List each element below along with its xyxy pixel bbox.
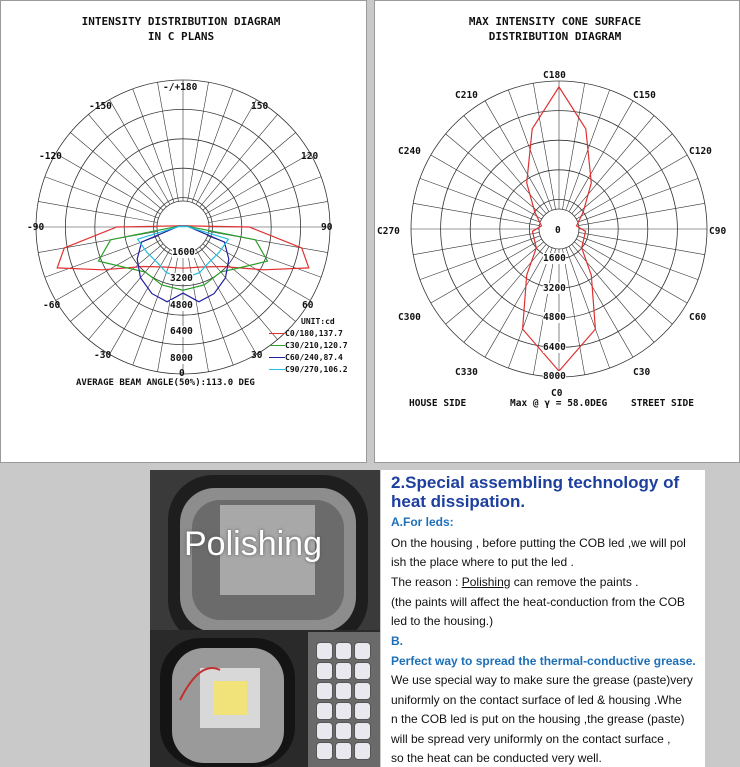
grid-spoke bbox=[110, 250, 171, 355]
led-cell bbox=[335, 742, 352, 760]
grid-spoke bbox=[70, 133, 163, 211]
cone-diagram-panel bbox=[374, 0, 740, 463]
ring-label: 8000 bbox=[170, 353, 193, 364]
intensity-diagram-panel bbox=[0, 0, 367, 463]
b-line: We use special way to make sure the grease (paste)very bbox=[391, 673, 693, 687]
b-line: will be spread very uniformly on the contact surface , bbox=[391, 732, 671, 746]
ring-label: 4800 bbox=[170, 300, 193, 311]
section-title: 2.Special assembling technology of heat dissipation. bbox=[391, 473, 680, 511]
b-subheading: Perfect way to spread the thermal-conductive grease. bbox=[391, 654, 696, 668]
product-photo bbox=[150, 470, 380, 767]
grid-spoke bbox=[196, 250, 257, 355]
led-cell bbox=[335, 722, 352, 740]
angle-label: -90 bbox=[27, 222, 45, 233]
angle-label: 90 bbox=[321, 222, 333, 233]
angle-label: -120 bbox=[39, 151, 62, 162]
a-line: (the paints will affect the heat-conduction from the COB bbox=[391, 595, 685, 609]
house-side-label: HOUSE SIDE bbox=[409, 398, 467, 409]
a-line: On the housing , before putting the COB led ,we will pol bbox=[391, 536, 686, 550]
ring-label: 3200 bbox=[543, 283, 566, 294]
center-label: 0 bbox=[555, 225, 561, 236]
c-label: C0 bbox=[551, 388, 563, 399]
led-cell bbox=[316, 682, 333, 700]
grid-spoke bbox=[56, 154, 161, 215]
angle-label: 150 bbox=[251, 101, 269, 112]
polishing-label: Polishing bbox=[184, 525, 322, 563]
led-cell bbox=[316, 722, 333, 740]
legend-item: C30/210,120.7 bbox=[269, 340, 348, 352]
c-label: C300 bbox=[398, 312, 421, 323]
grid-spoke bbox=[110, 100, 171, 205]
street-side-label: STREET SIDE bbox=[631, 398, 694, 409]
ring-label: 1600 bbox=[543, 253, 566, 264]
angle-label: 0 bbox=[179, 368, 185, 379]
grid-spoke bbox=[206, 154, 311, 215]
angle-label: -/+180 bbox=[163, 82, 198, 93]
a-line: led to the housing.) bbox=[391, 614, 494, 628]
led-cell bbox=[316, 742, 333, 760]
legend-item: C60/240,87.4 bbox=[269, 352, 348, 364]
led-cell bbox=[354, 722, 371, 740]
angle-label: -30 bbox=[94, 350, 112, 361]
grid-spoke bbox=[89, 114, 167, 207]
right-diagram-title: MAX INTENSITY CONE SURFACE DISTRIBUTION DIAGRAM bbox=[468, 15, 642, 43]
ring-label: 6400 bbox=[170, 326, 193, 337]
led-cell bbox=[354, 742, 371, 760]
ring-label: 8000 bbox=[543, 371, 566, 382]
grid-spoke bbox=[192, 89, 233, 203]
led-cell bbox=[316, 642, 333, 660]
grid-spoke bbox=[207, 177, 321, 218]
ring-label: 4800 bbox=[543, 312, 566, 323]
angle-label: -60 bbox=[43, 300, 61, 311]
legend-item: C0/180,137.7 bbox=[269, 328, 348, 340]
led-cell bbox=[335, 702, 352, 720]
unit-label: UNIT:cd bbox=[301, 317, 335, 326]
a-line: ish the place where to put the led . bbox=[391, 555, 574, 569]
led-cell bbox=[335, 642, 352, 660]
c-label: C330 bbox=[455, 367, 478, 378]
grid-spoke bbox=[133, 89, 174, 203]
angle-label: 60 bbox=[302, 300, 314, 311]
angle-label: 30 bbox=[251, 350, 263, 361]
grid-spoke bbox=[200, 114, 278, 207]
c-label: C60 bbox=[689, 312, 707, 323]
led-cell bbox=[354, 702, 371, 720]
beam-angle-footer: AVERAGE BEAM ANGLE(50%):113.0 DEG bbox=[76, 378, 255, 388]
grid-spoke bbox=[203, 133, 296, 211]
led-cell bbox=[316, 662, 333, 680]
led-cell bbox=[354, 662, 371, 680]
a-heading: A.For leds: bbox=[391, 515, 454, 529]
led-cell bbox=[316, 702, 333, 720]
text-panel bbox=[381, 470, 705, 767]
angle-label: 120 bbox=[301, 151, 319, 162]
b-line: uniformly on the contact surface of led & housing .Whe bbox=[391, 693, 682, 707]
led-cell bbox=[354, 682, 371, 700]
b-heading: B. bbox=[391, 634, 403, 648]
max-gamma-label: Max @ γ = 58.0DEG bbox=[510, 398, 608, 409]
b-line: n the COB led is put on the housing ,the grease (paste) bbox=[391, 712, 685, 726]
b-line: so the heat can be conducted very well. bbox=[391, 751, 602, 765]
c-label: C150 bbox=[633, 90, 656, 101]
grid-spoke bbox=[196, 100, 257, 205]
left-diagram-title: INTENSITY DISTRIBUTION DIAGRAM IN C PLANS bbox=[81, 15, 281, 43]
c-label: C30 bbox=[633, 367, 651, 378]
a-line-reason: The reason : Polishing can remove the paints . bbox=[391, 575, 639, 589]
c-label: C240 bbox=[398, 146, 421, 157]
grid-spoke bbox=[45, 177, 159, 218]
legend-item: C90/270,106.2 bbox=[269, 364, 348, 376]
left-polar-chart bbox=[1, 1, 368, 464]
c-label: C90 bbox=[709, 226, 727, 237]
led-cell bbox=[335, 662, 352, 680]
ring-label: 6400 bbox=[543, 342, 566, 353]
led-cell bbox=[354, 642, 371, 660]
led-cell bbox=[335, 682, 352, 700]
angle-label: -150 bbox=[89, 101, 112, 112]
legend bbox=[269, 328, 348, 376]
ring-label: 1600 bbox=[172, 247, 195, 258]
c-label: C210 bbox=[455, 90, 478, 101]
c-label: C120 bbox=[689, 146, 712, 157]
ring-label: 3200 bbox=[170, 273, 193, 284]
c-label: C270 bbox=[377, 226, 400, 237]
c-label: C180 bbox=[543, 70, 566, 81]
